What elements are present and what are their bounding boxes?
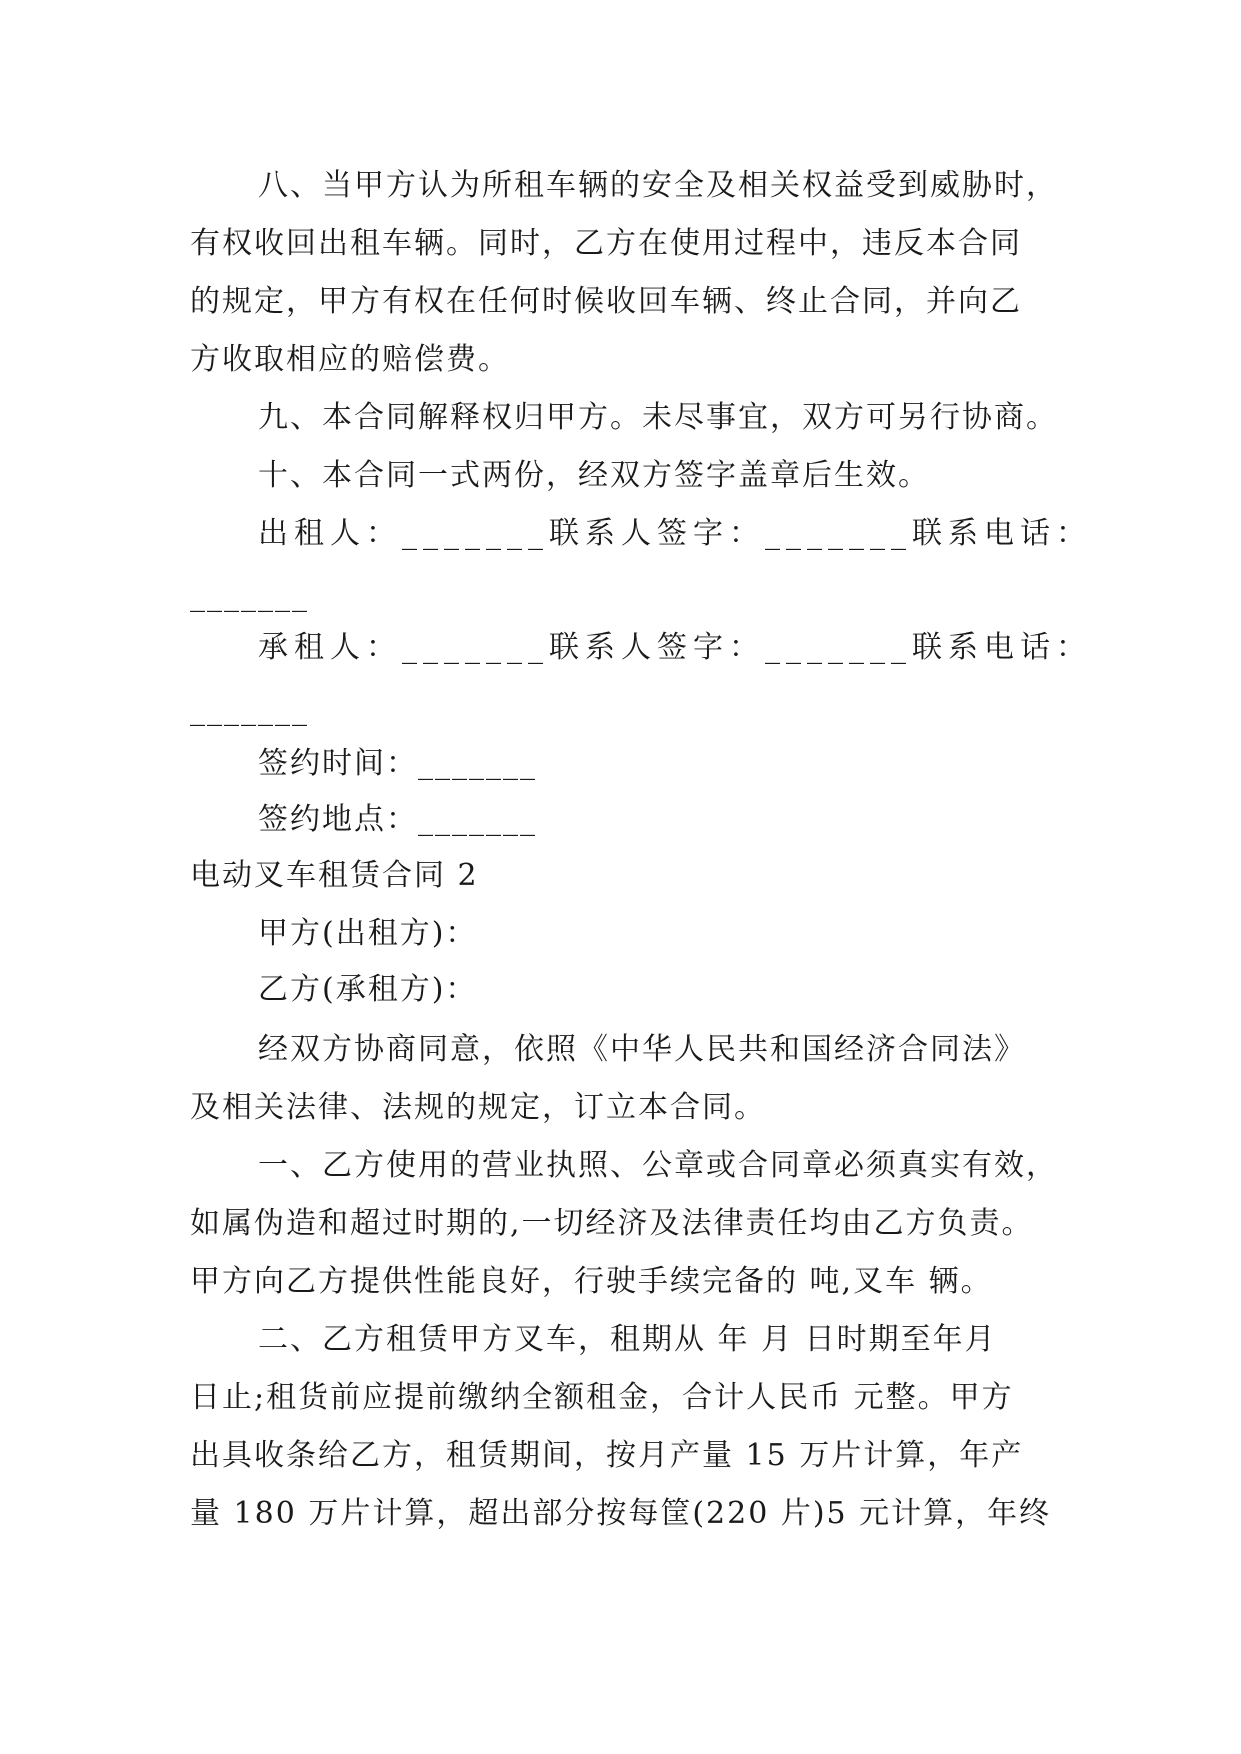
clause-1-line-2: 如属伪造和超过时期的,一切经济及法律责任均由乙方负责。 [190, 1206, 1034, 1241]
lessee-phone-blank: _______ [190, 692, 309, 727]
lessee-signature-line: 承租人：_______联系人签字：_______联系电话： [258, 630, 1092, 665]
party-a-lessor: 甲方(出租方)： [258, 916, 478, 951]
clause-10: 十、本合同一式两份，经双方签字盖章后生效。 [258, 458, 930, 493]
clause-2-line-2: 日止;租货前应提前缴纳全额租金，合计人民币 元整。甲方 [190, 1380, 1014, 1415]
party-b-lessee: 乙方(承租方)： [258, 972, 478, 1007]
clause-2-line-4: 量 180 万片计算，超出部分按每筐(220 片)5 元计算，年终 [190, 1496, 1052, 1531]
clause-9: 九、本合同解释权归甲方。未尽事宜，双方可另行协商。 [258, 400, 1058, 435]
clause-2-line-3: 出具收条给乙方，租赁期间，按月产量 15 万片计算，年产 [190, 1438, 1024, 1473]
clause-8-line-2: 有权收回出租车辆。同时，乙方在使用过程中，违反本合同 [190, 226, 1022, 261]
preamble-line-1: 经双方协商同意，依照《中华人民共和国经济合同法》 [258, 1032, 1026, 1067]
clause-1-line-1: 一、乙方使用的营业执照、公章或合同章必须真实有效， [258, 1148, 1058, 1183]
lessor-signature-line: 出租人：_______联系人签字：_______联系电话： [258, 516, 1092, 551]
clause-2-line-1: 二、乙方租赁甲方叉车，租期从 年 月 日时期至年月 [258, 1322, 997, 1357]
signing-time: 签约时间：_______ [258, 746, 537, 781]
clause-1-line-3: 甲方向乙方提供性能良好，行驶手续完备的 吨,叉车 辆。 [190, 1264, 993, 1299]
clause-8-line-3: 的规定，甲方有权在任何时候收回车辆、终止合同，并向乙 [190, 284, 1022, 319]
clause-8-line-1: 八、当甲方认为所租车辆的安全及相关权益受到威胁时， [258, 168, 1058, 203]
contract-2-title: 电动叉车租赁合同 2 [190, 858, 479, 893]
signing-place: 签约地点：_______ [258, 802, 537, 837]
clause-8-line-4: 方收取相应的赔偿费。 [190, 342, 510, 377]
preamble-line-2: 及相关法律、法规的规定，订立本合同。 [190, 1090, 766, 1125]
lessor-phone-blank: _______ [190, 578, 309, 613]
